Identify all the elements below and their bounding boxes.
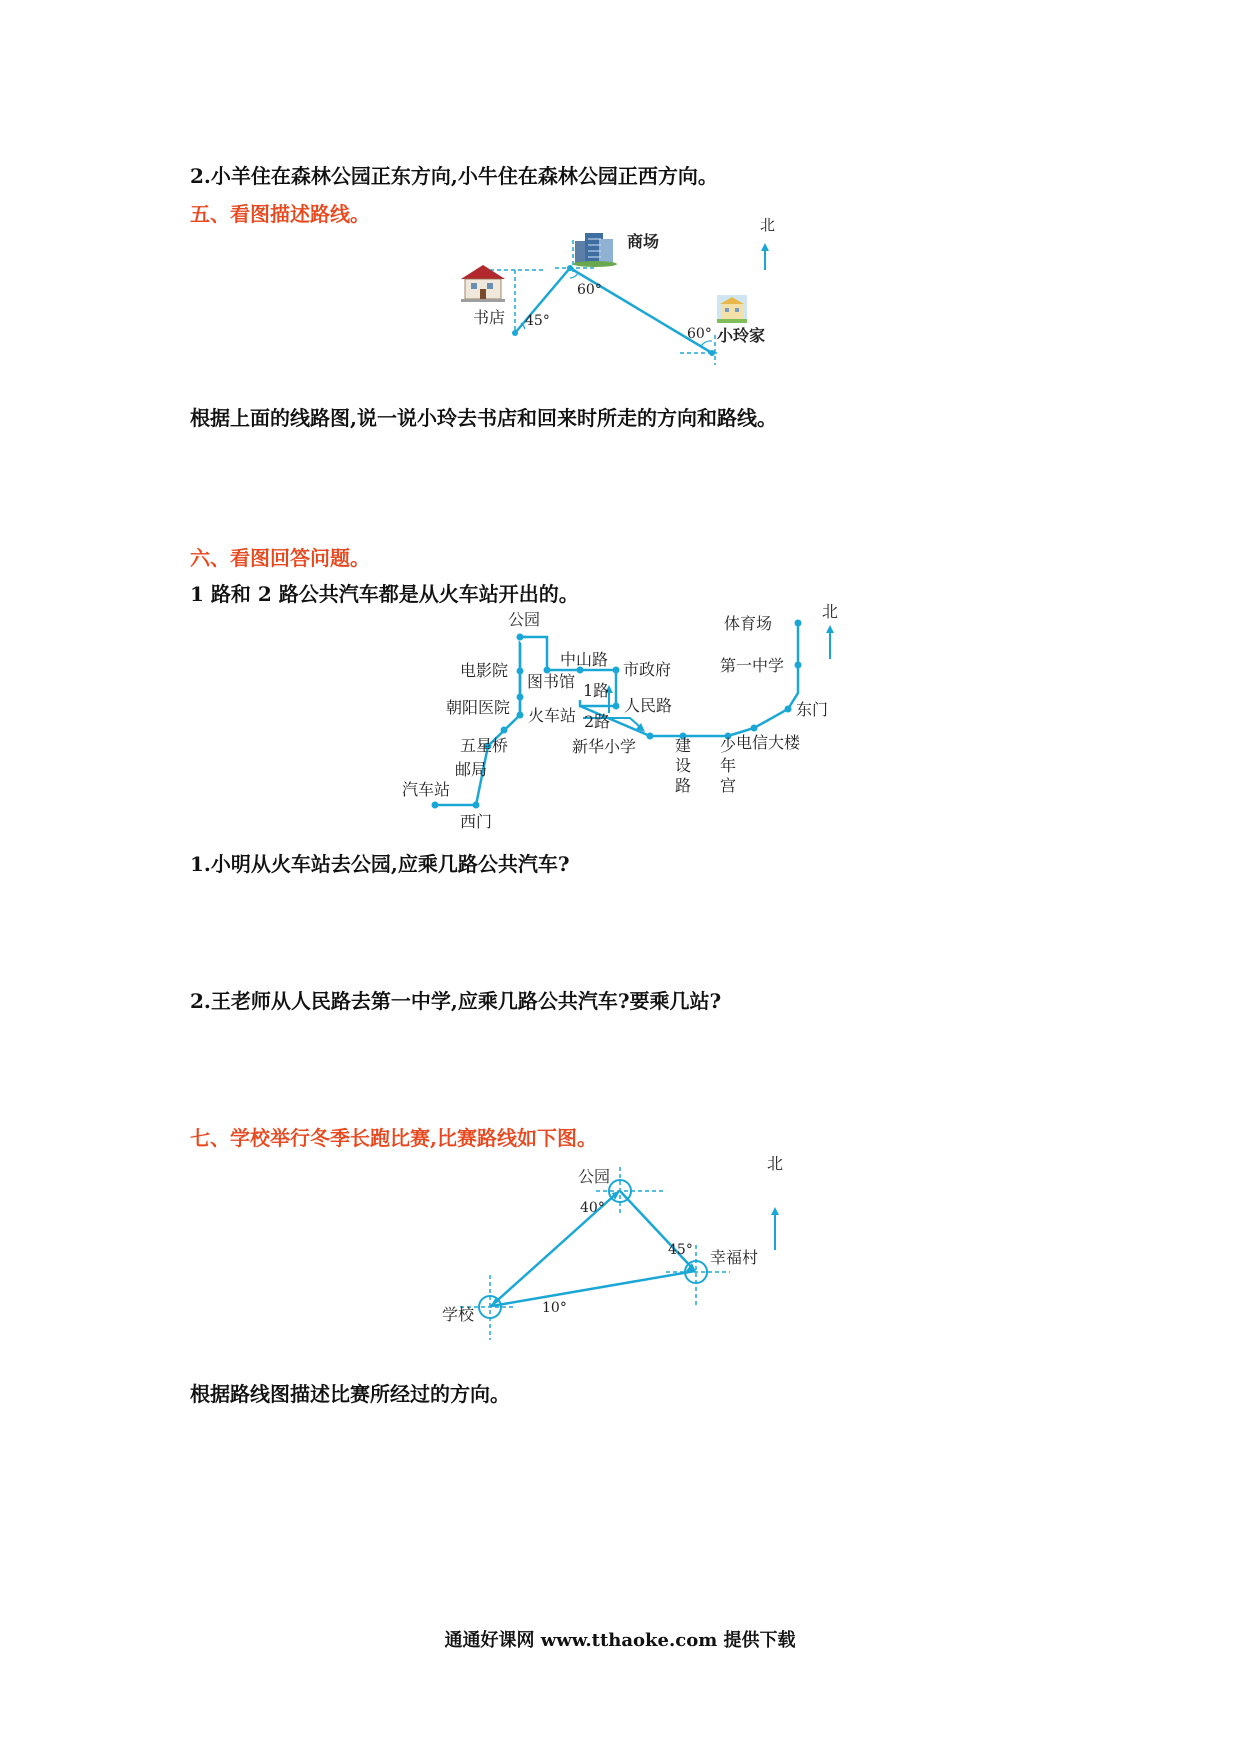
jianshe-char-3: 路 [675,776,692,795]
youth-palace-char-3: 宫 [720,776,737,795]
stop-city-gov [613,667,620,674]
north-arrow-icon [771,1207,779,1250]
stop-park [517,634,524,641]
race-route-map [430,1155,810,1340]
stop-telecom [751,725,758,732]
bus-route-map [400,602,850,831]
north-arrow-icon [761,243,769,270]
footer-text: 通通好课网 www.tthaoke.com 提供下载 [444,1630,796,1651]
youth-palace-char-1: 少 [720,736,737,755]
home-point [709,350,715,356]
youth-palace-char-2: 年 [720,756,737,775]
route-lines [515,268,712,353]
west-gate-label: 西门 [460,812,493,831]
mall-label: 商场 [627,232,660,251]
angle-bookstore: 45° [525,313,550,329]
jianshe-char-1: 建 [675,736,692,755]
angle-village: 45° [668,1242,693,1258]
office-building-icon [573,233,617,267]
park-label: 公园 [578,1167,611,1186]
stop-east-gate [785,706,792,713]
section-5-title: 五、看图描述路线。 [190,202,370,226]
stop-wuxing [501,727,508,734]
question-2-text: 2.小羊住在森林公园正东方向,小牛住在森林公园正西方向。 [190,164,718,188]
youth-palace-label [720,736,741,795]
bus-station-label: 汽车站 [402,780,451,799]
bookstore-label: 书店 [473,308,506,327]
chaoyang-label: 朝阳医院 [446,698,511,717]
cinema-label: 电影院 [460,661,509,680]
stop-first-middle [795,662,802,669]
stadium-label: 体育场 [724,614,773,633]
section-7-title: 七、学校举行冬季长跑比赛,比赛路线如下图。 [190,1126,597,1150]
post-office-label: 邮局 [455,760,488,779]
stop-xinhua [647,733,654,740]
east-gate-label: 东门 [796,700,829,719]
home-label: 小玲家 [717,326,766,345]
route-map-bookstore [455,216,805,370]
north-label: 北 [760,216,776,234]
first-middle-label: 第一中学 [720,656,785,675]
jianshe-label [675,736,696,795]
angle-home: 60° [687,326,712,342]
jianshe-char-2: 设 [675,756,692,775]
xinhua-label: 新华小学 [572,737,637,756]
renmin-label: 人民路 [624,696,673,715]
section-6-question-1: 1.小明从火车站去公园,应乘几路公共汽车? [190,852,570,876]
telecom-label: 电信大楼 [736,733,801,752]
stop-west-gate [473,802,480,809]
mall-point [567,265,573,271]
north-label: 北 [822,602,839,621]
angle-park: 40° [580,1200,605,1216]
zhongshan-label: 中山路 [560,650,609,669]
section-5-question: 根据上面的线路图,说一说小玲去书店和回来时所走的方向和路线。 [190,406,777,430]
stop-cinema [517,668,524,675]
village-label: 幸福村 [710,1248,759,1267]
city-gov-label: 市政府 [623,660,672,679]
stop-train-station [517,712,524,719]
park-label: 公园 [508,610,541,629]
route-2-label: 2路 [584,712,611,731]
stop-renmin [613,703,620,710]
train-station-label: 火车站 [528,706,577,725]
route-1-label: 1路 [583,681,610,700]
section-6-intro: 1 路和 2 路公共汽车都是从火车站开出的。 [190,582,579,606]
section-6-question-2: 2.王老师从人民路去第一中学,应乘几路公共汽车?要乘几站? [190,989,722,1013]
angle-school: 10° [542,1300,567,1316]
school-label: 学校 [442,1305,475,1324]
library-label: 图书馆 [527,672,576,691]
stop-stadium [795,620,802,627]
home-building-icon [717,295,747,323]
stop-chaoyang [517,694,524,701]
stop-bus-station [432,802,439,809]
north-label: 北 [767,1154,784,1173]
wuxing-label: 五星桥 [460,736,509,755]
section-7-question: 根据路线图描述比赛所经过的方向。 [190,1382,510,1406]
north-arrow-icon [826,625,834,659]
bookstore-point [512,330,518,336]
angle-mall: 60° [577,282,602,298]
section-6-title: 六、看图回答问题。 [190,546,370,570]
